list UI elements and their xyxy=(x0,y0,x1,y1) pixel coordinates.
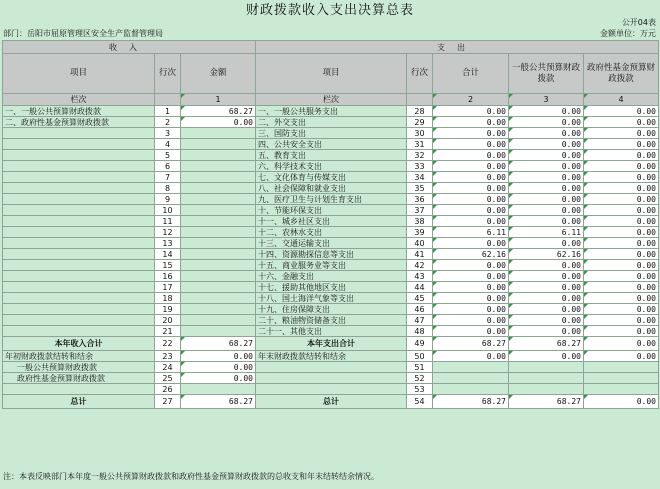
gov-fund-amount[interactable]: 0.00 xyxy=(584,216,659,227)
blank-cell xyxy=(509,384,584,395)
end-carryover-value-3[interactable]: 0.00 xyxy=(584,351,659,362)
gov-fund-amount[interactable]: 0.00 xyxy=(584,205,659,216)
index-2: 2 xyxy=(433,94,509,106)
expense-line-number: 46 xyxy=(407,304,433,315)
footnote: 注：本表反映部门本年度一般公共预算财政拨款和政府性基金预算财政拨款的总收支和年末结转结余情况。 xyxy=(3,472,379,481)
income-line-number: 1 xyxy=(155,106,181,117)
expense-total-amount[interactable]: 0.00 xyxy=(433,304,509,315)
table-row xyxy=(3,238,659,249)
gov-fund-amount[interactable]: 0.00 xyxy=(584,304,659,315)
column-header-row xyxy=(3,54,659,94)
table-row xyxy=(3,161,659,172)
income-amount[interactable] xyxy=(181,194,256,205)
income-line-number: 8 xyxy=(155,183,181,194)
expense-item: 十三、交通运输支出 xyxy=(256,238,407,249)
expense-item: 十、节能环保支出 xyxy=(256,205,407,216)
income-line-number: 9 xyxy=(155,194,181,205)
begin-general-label: 一般公共预算财政拨款 xyxy=(3,362,155,373)
table-row xyxy=(3,183,659,194)
table-row xyxy=(3,293,659,304)
budget-summary-table xyxy=(2,40,659,409)
expense-total-amount[interactable]: 6.11 xyxy=(433,227,509,238)
begin-carryover-label: 年初财政拨款结转和结余 xyxy=(3,351,155,362)
department-label: 部门：岳阳市屈原管理区安全生产监督管理局 xyxy=(3,29,163,38)
expense-total-amount[interactable]: 0.00 xyxy=(433,271,509,282)
income-item xyxy=(3,282,155,293)
expense-item: 十七、援助其他地区支出 xyxy=(256,282,407,293)
blank-cell xyxy=(509,373,584,384)
expense-total-value-1[interactable]: 68.27 xyxy=(433,337,509,351)
gov-fund-amount[interactable]: 0.00 xyxy=(584,326,659,337)
expense-total-amount[interactable]: 0.00 xyxy=(433,260,509,271)
gov-fund-amount[interactable]: 0.00 xyxy=(584,238,659,249)
begin-fund-line: 25 xyxy=(155,373,181,384)
income-amount[interactable] xyxy=(181,227,256,238)
expense-item: 四、公共安全支出 xyxy=(256,139,407,150)
blank-item-53 xyxy=(256,384,407,395)
begin-carryover-line: 23 xyxy=(155,351,181,362)
income-item xyxy=(3,128,155,139)
gov-fund-amount[interactable]: 0.00 xyxy=(584,194,659,205)
income-amount[interactable] xyxy=(181,326,256,337)
income-line-number: 3 xyxy=(155,128,181,139)
end-carryover-value-2[interactable]: 0.00 xyxy=(509,351,584,362)
index-label-left: 栏次 xyxy=(3,94,155,106)
general-budget-amount[interactable]: 0.00 xyxy=(509,139,584,150)
expense-total-amount[interactable]: 0.00 xyxy=(433,315,509,326)
expense-total-label: 本年支出合计 xyxy=(256,337,407,351)
expense-total-header: 合计 xyxy=(433,54,509,94)
general-budget-amount[interactable]: 6.11 xyxy=(509,227,584,238)
expense-item: 九、医疗卫生与计划生育支出 xyxy=(256,194,407,205)
income-line-number: 5 xyxy=(155,150,181,161)
gov-fund-amount[interactable]: 0.00 xyxy=(584,293,659,304)
gov-fund-amount[interactable]: 0.00 xyxy=(584,161,659,172)
amount-unit-label: 金额单位：万元 xyxy=(600,29,656,38)
expense-item: 一、一般公共服务支出 xyxy=(256,106,407,117)
income-item xyxy=(3,139,155,150)
expense-line-number: 47 xyxy=(407,315,433,326)
expense-total-value-2[interactable]: 68.27 xyxy=(509,337,584,351)
table-row xyxy=(3,282,659,293)
expense-total-amount[interactable]: 0.00 xyxy=(433,117,509,128)
income-item xyxy=(3,315,155,326)
gov-fund-amount[interactable]: 0.00 xyxy=(584,183,659,194)
income-line-number: 17 xyxy=(155,282,181,293)
income-item xyxy=(3,194,155,205)
income-item xyxy=(3,249,155,260)
income-item xyxy=(3,205,155,216)
table-row xyxy=(3,260,659,271)
grand-total-value-left[interactable]: 68.27 xyxy=(181,395,256,409)
income-amount[interactable] xyxy=(181,282,256,293)
grand-total-line-right: 54 xyxy=(407,395,433,409)
expense-line-header: 行次 xyxy=(407,54,433,94)
general-budget-amount[interactable]: 0.00 xyxy=(509,150,584,161)
general-budget-amount[interactable]: 0.00 xyxy=(509,260,584,271)
income-item: 二、政府性基金预算财政拨款 xyxy=(3,117,155,128)
blank-line-26: 26 xyxy=(155,384,181,395)
expense-item: 十一、城乡社区支出 xyxy=(256,216,407,227)
expense-line-number: 48 xyxy=(407,326,433,337)
expense-total-amount[interactable]: 0.00 xyxy=(433,139,509,150)
index-3: 3 xyxy=(509,94,584,106)
expense-total-amount[interactable]: 0.00 xyxy=(433,172,509,183)
general-budget-amount[interactable]: 0.00 xyxy=(509,216,584,227)
income-amount[interactable] xyxy=(181,150,256,161)
expense-line-number: 33 xyxy=(407,161,433,172)
gov-fund-amount[interactable]: 0.00 xyxy=(584,282,659,293)
expense-total-amount[interactable]: 0.00 xyxy=(433,161,509,172)
income-item xyxy=(3,238,155,249)
income-item xyxy=(3,183,155,194)
grand-total-row xyxy=(3,395,659,409)
blank-row xyxy=(3,384,659,395)
income-amount[interactable] xyxy=(181,183,256,194)
gov-fund-amount[interactable]: 0.00 xyxy=(584,249,659,260)
expense-section-header: 支出 xyxy=(256,41,659,54)
expense-line-number: 35 xyxy=(407,183,433,194)
expense-total-amount[interactable]: 0.00 xyxy=(433,106,509,117)
expense-total-value-3[interactable]: 0.00 xyxy=(584,337,659,351)
begin-fund-row xyxy=(3,373,659,384)
annual-total-row xyxy=(3,337,659,351)
income-line-number: 7 xyxy=(155,172,181,183)
expense-item: 二十、粮油物资储备支出 xyxy=(256,315,407,326)
expense-total-amount[interactable]: 0.00 xyxy=(433,293,509,304)
gov-fund-amount[interactable]: 0.00 xyxy=(584,315,659,326)
income-line-number: 12 xyxy=(155,227,181,238)
report-title: 财政拨款收入支出决算总表 xyxy=(245,3,414,18)
blank-line-52: 52 xyxy=(407,373,433,384)
general-budget-amount[interactable]: 0.00 xyxy=(509,282,584,293)
expense-line-number: 31 xyxy=(407,139,433,150)
expense-line-number: 32 xyxy=(407,150,433,161)
blank-cell xyxy=(433,362,509,373)
begin-general-line: 24 xyxy=(155,362,181,373)
income-line-number: 20 xyxy=(155,315,181,326)
expense-total-amount[interactable]: 0.00 xyxy=(433,128,509,139)
table-row xyxy=(3,304,659,315)
income-amount[interactable] xyxy=(181,139,256,150)
income-line-number: 11 xyxy=(155,216,181,227)
income-total-line: 22 xyxy=(155,337,181,351)
expense-item: 八、社会保障和就业支出 xyxy=(256,183,407,194)
table-row xyxy=(3,249,659,260)
end-carryover-line: 50 xyxy=(407,351,433,362)
income-amount[interactable] xyxy=(181,238,256,249)
expense-line-number: 45 xyxy=(407,293,433,304)
grand-total-line-left: 27 xyxy=(155,395,181,409)
end-carryover-value-1[interactable]: 0.00 xyxy=(433,351,509,362)
grand-total-value-2[interactable]: 68.27 xyxy=(509,395,584,409)
income-total-value[interactable]: 68.27 xyxy=(181,337,256,351)
expense-line-number: 28 xyxy=(407,106,433,117)
income-item-header: 项目 xyxy=(3,54,155,94)
blank-cell xyxy=(433,373,509,384)
income-total-label: 本年收入合计 xyxy=(3,337,155,351)
index-blank-right xyxy=(407,94,433,106)
column-index-row xyxy=(3,94,659,106)
expense-line-number: 43 xyxy=(407,271,433,282)
expense-total-amount[interactable]: 0.00 xyxy=(433,216,509,227)
expense-item: 五、教育支出 xyxy=(256,150,407,161)
expense-item: 十二、农林水支出 xyxy=(256,227,407,238)
table-row xyxy=(3,139,659,150)
general-budget-amount[interactable]: 0.00 xyxy=(509,315,584,326)
income-line-number: 2 xyxy=(155,117,181,128)
expense-total-amount[interactable]: 0.00 xyxy=(433,326,509,337)
gov-fund-amount[interactable]: 0.00 xyxy=(584,172,659,183)
general-budget-amount[interactable]: 62.16 xyxy=(509,249,584,260)
gov-fund-amount[interactable]: 0.00 xyxy=(584,150,659,161)
section-header-row xyxy=(3,41,659,54)
begin-fund-value[interactable]: 0.00 xyxy=(181,373,256,384)
income-amount[interactable] xyxy=(181,161,256,172)
blank-line-51: 51 xyxy=(407,362,433,373)
income-section-header: 收入 xyxy=(3,41,256,54)
general-budget-header: 一般公共预算财政拨款 xyxy=(509,54,584,94)
general-budget-amount[interactable]: 0.00 xyxy=(509,271,584,282)
expense-item: 六、科学技术支出 xyxy=(256,161,407,172)
general-budget-amount[interactable]: 0.00 xyxy=(509,304,584,315)
income-amount[interactable] xyxy=(181,249,256,260)
income-item xyxy=(3,260,155,271)
income-line-header: 行次 xyxy=(155,54,181,94)
expense-total-amount[interactable]: 0.00 xyxy=(433,282,509,293)
table-row xyxy=(3,194,659,205)
gov-fund-header: 政府性基金预算财政拨款 xyxy=(584,54,659,94)
income-line-number: 4 xyxy=(155,139,181,150)
begin-general-row xyxy=(3,362,659,373)
expense-total-amount[interactable]: 0.00 xyxy=(433,194,509,205)
form-number: 公开04表 xyxy=(621,18,656,27)
gov-fund-amount[interactable]: 0.00 xyxy=(584,271,659,282)
income-item xyxy=(3,216,155,227)
index-1: 1 xyxy=(181,94,256,106)
general-budget-amount[interactable]: 0.00 xyxy=(509,128,584,139)
begin-fund-label: 政府性基金预算财政拨款 xyxy=(3,373,155,384)
income-amount[interactable] xyxy=(181,216,256,227)
expense-item-header: 项目 xyxy=(256,54,407,94)
income-line-number: 18 xyxy=(155,293,181,304)
income-amount[interactable] xyxy=(181,315,256,326)
expense-item: 二、外交支出 xyxy=(256,117,407,128)
expense-item: 十五、商业服务业等支出 xyxy=(256,260,407,271)
general-budget-amount[interactable]: 0.00 xyxy=(509,293,584,304)
blank-cell xyxy=(509,362,584,373)
grand-total-value-3[interactable]: 0.00 xyxy=(584,395,659,409)
expense-line-number: 36 xyxy=(407,194,433,205)
expense-line-number: 29 xyxy=(407,117,433,128)
index-blank-left xyxy=(155,94,181,106)
gov-fund-amount[interactable]: 0.00 xyxy=(584,117,659,128)
income-amount[interactable] xyxy=(181,260,256,271)
expense-line-number: 44 xyxy=(407,282,433,293)
income-item xyxy=(3,172,155,183)
income-amount[interactable] xyxy=(181,205,256,216)
end-carryover-label: 年末财政拨款结转和结余 xyxy=(256,351,407,362)
table-row xyxy=(3,326,659,337)
gov-fund-amount[interactable]: 0.00 xyxy=(584,106,659,117)
expense-item: 十四、资源勘探信息等支出 xyxy=(256,249,407,260)
income-line-number: 16 xyxy=(155,271,181,282)
income-line-number: 13 xyxy=(155,238,181,249)
income-line-number: 10 xyxy=(155,205,181,216)
income-amount[interactable] xyxy=(181,304,256,315)
expense-line-number: 42 xyxy=(407,260,433,271)
begin-general-value[interactable]: 0.00 xyxy=(181,362,256,373)
blank-cell xyxy=(584,373,659,384)
grand-total-value-1[interactable]: 68.27 xyxy=(433,395,509,409)
income-amount-header: 金额 xyxy=(181,54,256,94)
expense-line-number: 39 xyxy=(407,227,433,238)
expense-total-amount[interactable]: 0.00 xyxy=(433,238,509,249)
blank-cell xyxy=(181,384,256,395)
expense-total-amount[interactable]: 62.16 xyxy=(433,249,509,260)
index-label-right: 栏次 xyxy=(256,94,407,106)
grand-total-label-left: 总计 xyxy=(3,395,155,409)
table-row xyxy=(3,216,659,227)
gov-fund-amount[interactable]: 0.00 xyxy=(584,260,659,271)
carryover-row xyxy=(3,351,659,362)
expense-total-amount[interactable]: 0.00 xyxy=(433,150,509,161)
income-line-number: 14 xyxy=(155,249,181,260)
general-budget-amount[interactable]: 0.00 xyxy=(509,238,584,249)
expense-item: 十九、住房保障支出 xyxy=(256,304,407,315)
table-row xyxy=(3,205,659,216)
gov-fund-amount[interactable]: 0.00 xyxy=(584,139,659,150)
income-amount[interactable] xyxy=(181,293,256,304)
table-row xyxy=(3,117,659,128)
expense-item: 三、国防支出 xyxy=(256,128,407,139)
general-budget-amount[interactable]: 0.00 xyxy=(509,117,584,128)
income-item xyxy=(3,227,155,238)
blank-item-51 xyxy=(256,362,407,373)
income-item xyxy=(3,304,155,315)
expense-line-number: 41 xyxy=(407,249,433,260)
expense-total-amount[interactable]: 0.00 xyxy=(433,205,509,216)
general-budget-amount[interactable]: 0.00 xyxy=(509,172,584,183)
income-amount[interactable] xyxy=(181,271,256,282)
income-item: 一、一般公共预算财政拨款 xyxy=(3,106,155,117)
general-budget-amount[interactable]: 0.00 xyxy=(509,194,584,205)
table-row xyxy=(3,271,659,282)
general-budget-amount[interactable]: 0.00 xyxy=(509,183,584,194)
income-amount[interactable]: 0.00 xyxy=(181,117,256,128)
table-row xyxy=(3,172,659,183)
expense-total-line: 49 xyxy=(407,337,433,351)
general-budget-amount[interactable]: 0.00 xyxy=(509,326,584,337)
income-item xyxy=(3,150,155,161)
income-line-number: 15 xyxy=(155,260,181,271)
table-row xyxy=(3,128,659,139)
general-budget-amount[interactable]: 0.00 xyxy=(509,205,584,216)
gov-fund-amount[interactable]: 0.00 xyxy=(584,128,659,139)
income-line-number: 19 xyxy=(155,304,181,315)
general-budget-amount[interactable]: 0.00 xyxy=(509,106,584,117)
general-budget-amount[interactable]: 0.00 xyxy=(509,161,584,172)
blank-cell xyxy=(433,384,509,395)
expense-line-number: 38 xyxy=(407,216,433,227)
grand-total-label-right: 总计 xyxy=(256,395,407,409)
blank-cell xyxy=(584,362,659,373)
expense-item: 二十一、其他支出 xyxy=(256,326,407,337)
income-item xyxy=(3,326,155,337)
expense-item: 十六、金融支出 xyxy=(256,271,407,282)
expense-line-number: 34 xyxy=(407,172,433,183)
expense-line-number: 40 xyxy=(407,238,433,249)
income-amount[interactable] xyxy=(181,172,256,183)
expense-item: 七、文化体育与传媒支出 xyxy=(256,172,407,183)
expense-line-number: 37 xyxy=(407,205,433,216)
index-4: 4 xyxy=(584,94,659,106)
table-row xyxy=(3,106,659,117)
income-item xyxy=(3,293,155,304)
expense-item: 十八、国土海洋气象等支出 xyxy=(256,293,407,304)
income-line-number: 6 xyxy=(155,161,181,172)
gov-fund-amount[interactable]: 0.00 xyxy=(584,227,659,238)
income-amount[interactable]: 68.27 xyxy=(181,106,256,117)
income-line-number: 21 xyxy=(155,326,181,337)
blank-line-53: 53 xyxy=(407,384,433,395)
blank-item-26 xyxy=(3,384,155,395)
table-row xyxy=(3,227,659,238)
table-row xyxy=(3,150,659,161)
expense-line-number: 30 xyxy=(407,128,433,139)
blank-cell xyxy=(584,384,659,395)
expense-total-amount[interactable]: 0.00 xyxy=(433,183,509,194)
income-amount[interactable] xyxy=(181,128,256,139)
table-row xyxy=(3,315,659,326)
income-item xyxy=(3,271,155,282)
begin-carryover-value[interactable]: 0.00 xyxy=(181,351,256,362)
blank-item-52 xyxy=(256,373,407,384)
income-item xyxy=(3,161,155,172)
